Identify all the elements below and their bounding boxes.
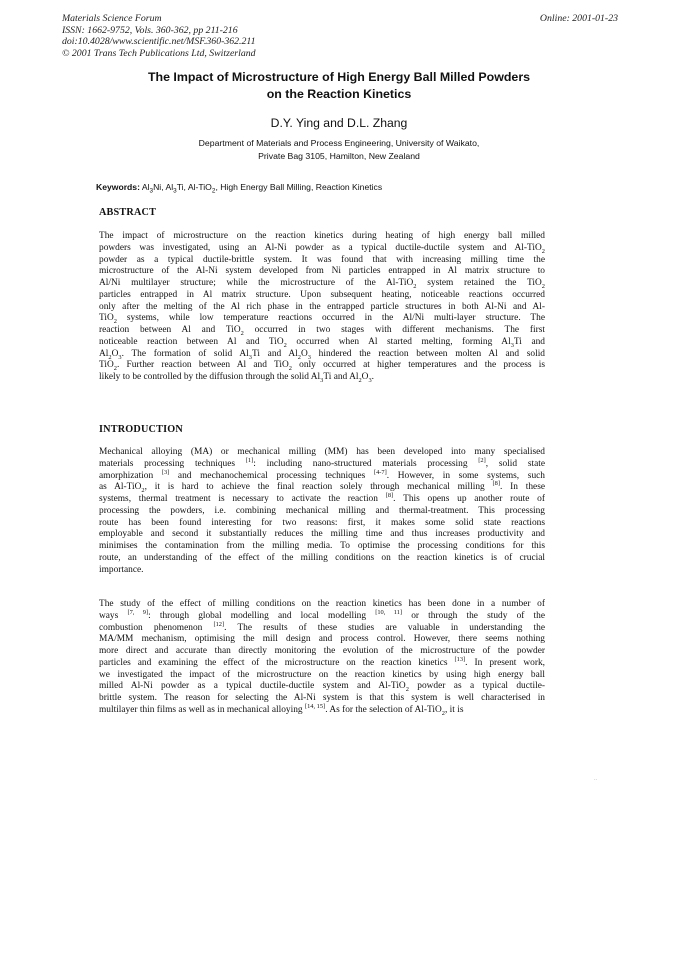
keywords-label: Keywords: (96, 182, 140, 192)
affiliation (60, 137, 618, 162)
text-line: powder as a typical ductile-brittle system. It was found that with increasing milling time the (99, 254, 545, 265)
text-line: processing the powders, i.e. combining mechanical milling and thermal-treatment. This processing (99, 505, 545, 516)
text-line: as Al-TiO$_2$, it is hard to achieve the final reaction solely through mechanical milling [8]. In these (99, 480, 546, 495)
online-date: Online: 2001-01-23 (539, 13, 618, 24)
abstract-heading: ABSTRACT (99, 207, 157, 218)
text-line: systems, thermal treatment is necessary to activate the reaction [8]. This opens up another route of (99, 491, 545, 504)
text-line: The impact of microstructure on the reaction kinetics during heating of high energy ball milled (99, 231, 545, 241)
text-line: MA/MM mechanism, optimising the mill design and process control. However, there seems nothing (99, 634, 545, 645)
text-line: brittle system. The reason for selecting the Al-Ni system is that this system is well characterised in (99, 693, 545, 703)
text-line: minimises the contamination from the milling media. To optimise the processing conditions for this (99, 541, 545, 551)
text-line: amorphization [3] and mechanochemical processing techniques [4-7]. However, in some systems, such (99, 468, 545, 481)
title-line-2: on the Reaction Kinetics (266, 87, 412, 101)
paper-title (60, 69, 618, 103)
text-line: likely to be controlled by the diffusion through the solid $Al_3Ti$ and $Al_2O_3$. (99, 372, 374, 384)
text-line: combustion phenomenon [12]. The results of these studies are valuable in understanding the (99, 620, 545, 633)
text-line: Mechanical alloying (MA) or mechanical milling (MM) has been developed into many specialised (99, 447, 545, 457)
affiliation-line-2: Private Bag 3105, Hamilton, New Zealand (258, 150, 420, 161)
text-line: reaction between Al and TiO$_2$ occurred in two stages with different mechanisms. The first (99, 325, 545, 337)
keywords (96, 182, 616, 195)
text-line: more direct and accurate than directly monitoring the evolution of the microstructure of the powder (99, 646, 545, 656)
text-line: The study of the effect of milling conditions on the reaction kinetics has been done in a number of (99, 599, 545, 609)
text-line: milled Al-Ni powder as a typical ductile-ductile system and Al-TiO$_2$ powder as a typical ductile- (99, 681, 545, 694)
text-line: importance. (99, 564, 144, 575)
introduction-heading: INTRODUCTION (99, 424, 183, 435)
text-line: Al/Ni multilayer structure; while the microstructure of the Al-TiO$_2$ system retained the TiO$_2$ (99, 278, 545, 290)
copyright-line: © 2001 Trans Tech Publications Ltd, Switzerland (62, 47, 256, 59)
text-line: employable and second it substantially reduces the milling time and thus increases productivity and (99, 529, 545, 540)
text-line: $Al_2O_3$. The formation of solid $Al_3Ti$ and $Al_2O_3$ hindered the reaction between molten Al and solid (99, 348, 545, 361)
text-line: TiO$_2$ systems, while low temperature reactions occurred in the Al/Ni multi-layer structure. The (99, 313, 545, 326)
journal-name: Materials Science Forum (62, 13, 162, 24)
text-line: particles entrapped in Al matrix structure. Upon subsequent heating, noticeable reactions occurred (99, 289, 545, 300)
abstract-body (99, 231, 545, 384)
doi-line[interactable]: doi:10.4028/www.scientific.net/MSF.360-362.211 (62, 36, 256, 47)
affiliation-line-1: Department of Materials and Process Engineering, University of Waikato, (198, 138, 480, 148)
text-line: route, an understanding of the effect of the milling conditions on the reaction kinetics is of crucial (99, 552, 545, 563)
title-line-1: The Impact of Microstructure of High Energy Ball Milled Powders (147, 70, 531, 84)
text-line: multilayer thin films as well as in mechanical alloying [14, 15]. As for the selection of Al-TiO$_2$, it is (99, 702, 464, 717)
issn-line: ISSN: 1662-9752, Vols. 360-362, pp 211-216 (62, 24, 238, 36)
page-mark: .. (594, 776, 597, 782)
introduction-paragraph-1 (99, 447, 545, 576)
text-line: ways [7, 9]: through global modelling and local modelling [10, 11] or through the study of the (99, 608, 545, 621)
text-line: particles and examining the effect of the microstructure on the reaction kinetics [13]. In present work, (99, 655, 545, 668)
text-line: microstructure of the Al-Ni system developed from Ni particles entrapped in Al matrix structure to (99, 266, 545, 277)
keywords-text: $Al_3Ni$, $Al_3Ti$, Al-TiO$_2$, High Energy Ball Milling, Reaction Kinetics (141, 182, 383, 195)
text-line: powders was investigated, using an Al-Ni powder as a typical ductile-ductile system and Al-TiO$_2$ (99, 242, 545, 255)
text-line: we investigated the impact of the microstructure on the reaction kinetics by using high energy ball (99, 669, 545, 680)
text-line: materials processing techniques [1]: including nano-structured materials processing [2], solid state (99, 456, 546, 469)
text-line: route has been found interesting for two reasons: first, it makes some solid state reactions (99, 517, 545, 528)
journal-header (62, 13, 618, 59)
authors: D.Y. Ying and D.L. Zhang (270, 116, 408, 130)
text-line: noticeable reaction between Al and TiO$_2$ occurred when Al started melting, forming $Al_3Ti$ and (99, 336, 545, 349)
text-line: TiO$_2$. Further reaction between Al and TiO$_2$ only occurred at higher temperatures and the process is (99, 360, 545, 373)
text-line: only after the melting of the Al rich phase in the entrapped particle structures in both Al-Ni and Al- (99, 301, 545, 312)
introduction-paragraph-2 (99, 599, 545, 717)
